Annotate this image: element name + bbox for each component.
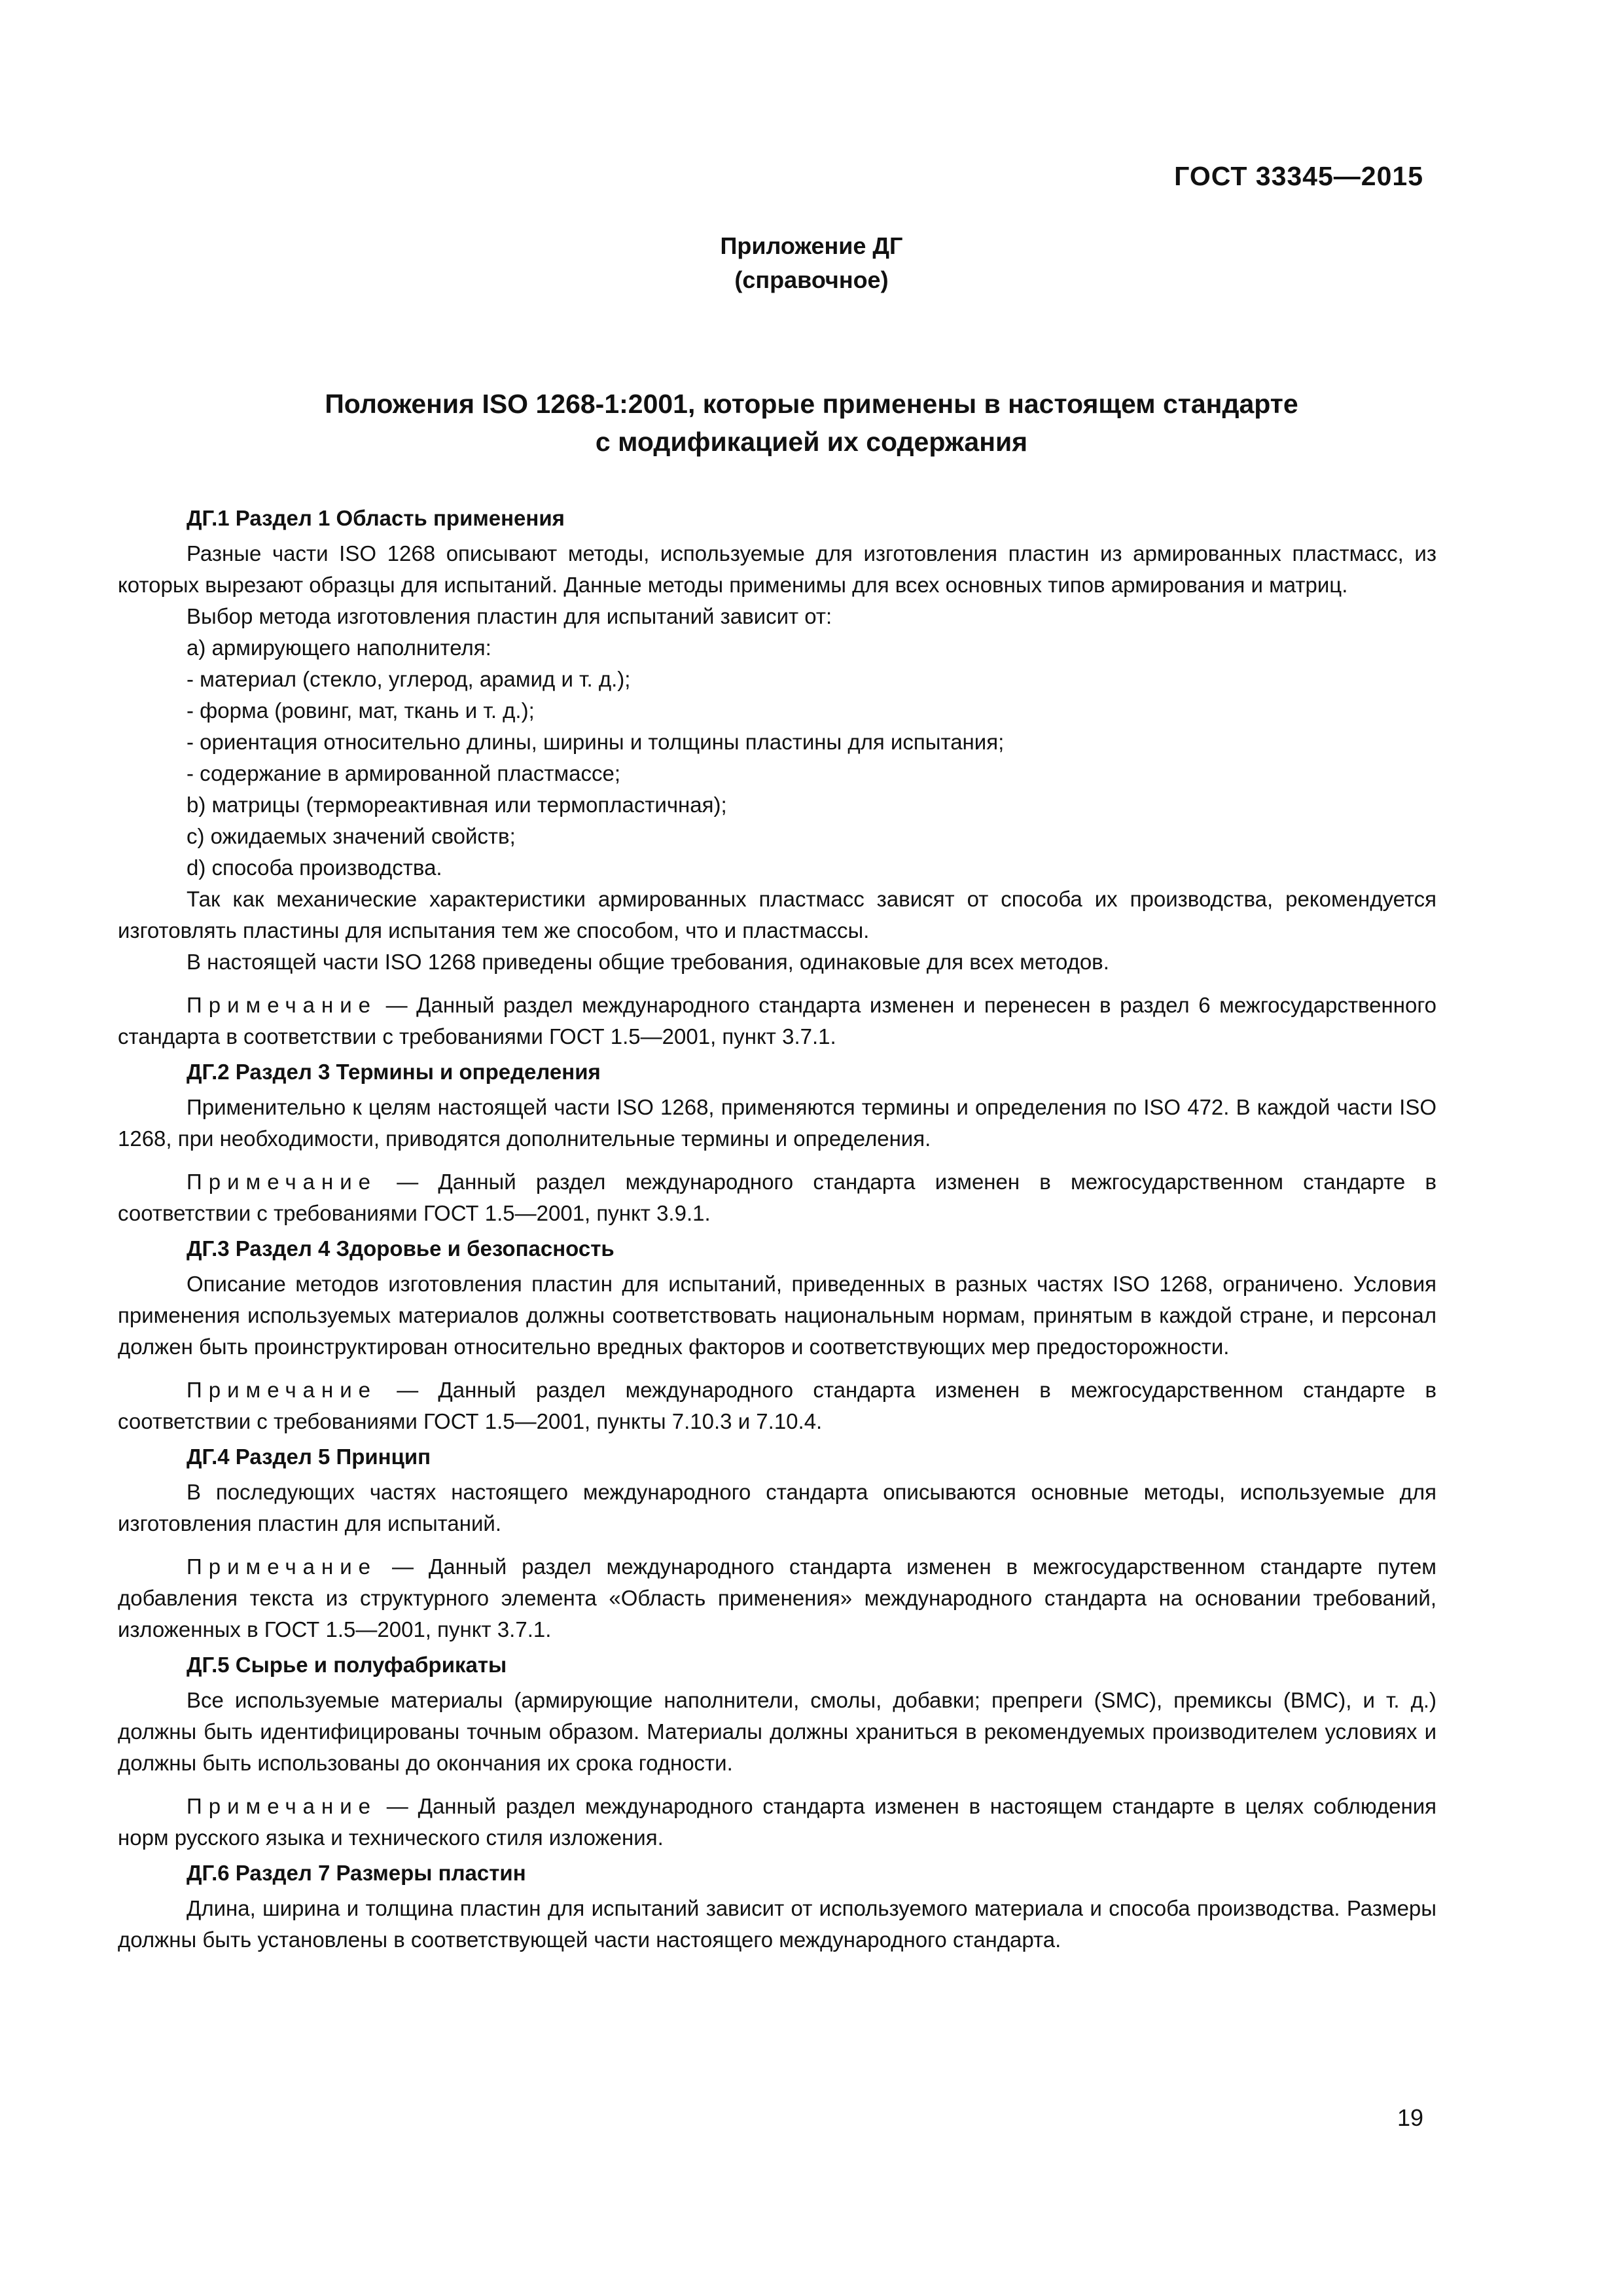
note bbox=[118, 1374, 1436, 1437]
section-heading: ДГ.5 Сырье и полуфабрикаты bbox=[187, 1653, 507, 1677]
paragraph: Описание методов изготовления пластин для испытаний, приведенных в разных частях ISO 1268, ограничено. Условия применения используемых материалов должны соответствовать национальным нормам, принятым в каждой стране, и персонал должен быть проинструктирован относительно вредных факторов и соответствующих мер предосторожности. bbox=[118, 1272, 1436, 1359]
note-label: Примечание bbox=[187, 1170, 378, 1194]
list-item: - материал (стекло, углерод, арамид и т. д.); bbox=[187, 667, 631, 691]
section-heading: ДГ.3 Раздел 4 Здоровье и безопасность bbox=[187, 1236, 615, 1261]
section-heading: ДГ.4 Раздел 5 Принцип bbox=[187, 1444, 431, 1469]
note-text: — Данный раздел международного стандарта изменен в межгосударственном стандарте в соответствии с требованиями ГОСТ 1.5—2001, пункты 7.10.3 и 7.10.4. bbox=[118, 1378, 1436, 1433]
list-item: b) матрицы (термореактивная или термопластичная); bbox=[187, 793, 727, 817]
section-dg2 bbox=[118, 1055, 1436, 1229]
list-item: - форма (ровинг, мат, ткань и т. д.); bbox=[187, 698, 535, 723]
document-body bbox=[118, 499, 1436, 1956]
note bbox=[118, 1166, 1436, 1229]
appendix-heading bbox=[0, 229, 1623, 297]
note bbox=[118, 1791, 1436, 1854]
paragraph: Выбор метода изготовления пластин для испытаний зависит от: bbox=[187, 604, 832, 628]
paragraph: Разные части ISO 1268 описывают методы, используемые для изготовления пластин из армированных пластмасс, из которых вырезают образцы для испытаний. Данные методы применимы для всех основных типов армирования и матриц. bbox=[118, 541, 1436, 597]
section-dg3 bbox=[118, 1232, 1436, 1437]
section-heading: ДГ.6 Раздел 7 Размеры пластин bbox=[187, 1861, 526, 1885]
appendix-label: Приложение ДГ bbox=[720, 232, 903, 259]
note-label: Примечание bbox=[187, 1378, 378, 1402]
list-item: - ориентация относительно длины, ширины и толщины пластины для испытания; bbox=[187, 730, 1005, 754]
appendix-kind: (справочное) bbox=[734, 266, 889, 293]
paragraph: Применительно к целям настоящей части ISO 1268, применяются термины и определения по ISO 472. В каждой части ISO 1268, при необходимости, приводятся дополнительные термины и определения. bbox=[118, 1095, 1436, 1151]
note-label: Примечание bbox=[187, 1794, 378, 1818]
document-code: ГОСТ 33345—2015 bbox=[1174, 161, 1423, 191]
paragraph: Все используемые материалы (армирующие наполнители, смолы, добавки; препреги (SMC), премиксы (BMC), и т. д.) должны быть идентифицированы точным образом. Материалы должны храниться в рекомендуемых производителем условиях и должны быть использованы до окончания их срока годности. bbox=[118, 1688, 1436, 1775]
section-dg1 bbox=[118, 501, 1436, 1052]
note bbox=[118, 990, 1436, 1052]
appendix-title-line2: с модификацией их содержания bbox=[595, 427, 1028, 457]
appendix-title bbox=[0, 385, 1623, 461]
note-label: Примечание bbox=[187, 993, 378, 1017]
section-heading: ДГ.2 Раздел 3 Термины и определения bbox=[187, 1060, 601, 1084]
paragraph: В последующих частях настоящего международного стандарта описываются основные методы, используемые для изготовления пластин для испытаний. bbox=[118, 1480, 1436, 1535]
appendix-title-line1: Положения ISO 1268-1:2001, которые применены в настоящем стандарте bbox=[325, 389, 1298, 419]
paragraph: Длина, ширина и толщина пластин для испытаний зависит от используемого материала и способа производства. Размеры должны быть установлены в соответствующей части настоящего международного стандарта. bbox=[118, 1896, 1436, 1952]
page-number: 19 bbox=[1397, 2104, 1423, 2131]
section-heading: ДГ.1 Раздел 1 Область применения bbox=[187, 506, 565, 530]
note bbox=[118, 1551, 1436, 1645]
list-item: d) способа производства. bbox=[187, 855, 442, 880]
note-label: Примечание bbox=[187, 1554, 378, 1579]
section-dg4 bbox=[118, 1440, 1436, 1645]
list-item: - содержание в армированной пластмассе; bbox=[187, 761, 621, 785]
paragraph: В настоящей части ISO 1268 приведены общие требования, одинаковые для всех методов. bbox=[187, 950, 1109, 974]
note-text: — Данный раздел международного стандарта изменен в настоящем стандарте в целях соблюдения норм русского языка и технического стиля изложения. bbox=[118, 1794, 1436, 1850]
note-text: — Данный раздел международного стандарта изменен в межгосударственном стандарте путем добавления текста из структурного элемента «Область применения» международного стандарта на основании требований, изложенных в ГОСТ 1.5—2001, пункт 3.7.1. bbox=[118, 1554, 1436, 1641]
list-item: а) армирующего наполнителя: bbox=[187, 636, 491, 660]
section-dg6 bbox=[118, 1856, 1436, 1956]
list-item: c) ожидаемых значений свойств; bbox=[187, 824, 516, 848]
note-text: — Данный раздел международного стандарта изменен и перенесен в раздел 6 межгосударственного стандарта в соответствии с требованиями ГОСТ 1.5—2001, пункт 3.7.1. bbox=[118, 993, 1436, 1049]
paragraph: Так как механические характеристики армированных пластмасс зависят от способа их производства, рекомендуется изготовлять пластины для испытания тем же способом, что и пластмассы. bbox=[118, 887, 1436, 942]
note-text: — Данный раздел международного стандарта изменен в межгосударственном стандарте в соответствии с требованиями ГОСТ 1.5—2001, пункт 3.9.1. bbox=[118, 1170, 1436, 1225]
section-dg5 bbox=[118, 1648, 1436, 1854]
